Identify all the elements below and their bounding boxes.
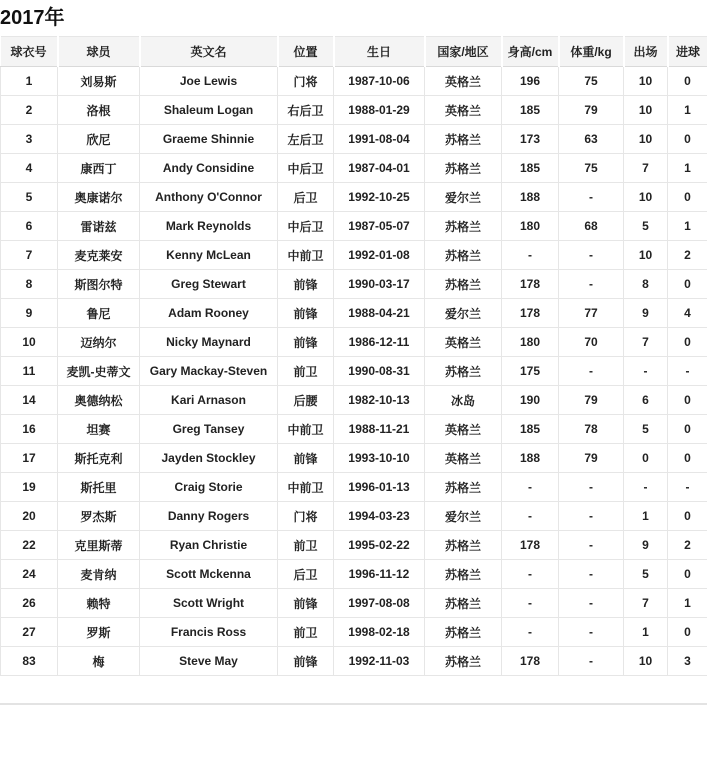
table-cell: 0 xyxy=(668,502,707,531)
table-cell: 前卫 xyxy=(278,357,334,386)
table-cell: 188 xyxy=(502,183,559,212)
table-cell: 2 xyxy=(1,96,58,125)
table-cell: 右后卫 xyxy=(278,96,334,125)
table-cell: 5 xyxy=(624,560,668,589)
table-cell: 180 xyxy=(502,328,559,357)
table-cell: 苏格兰 xyxy=(425,531,502,560)
table-cell: 英格兰 xyxy=(425,67,502,96)
table-cell: 19 xyxy=(1,473,58,502)
table-cell: 8 xyxy=(624,270,668,299)
table-cell: 0 xyxy=(668,67,707,96)
table-row xyxy=(1,589,707,618)
table-cell: Shaleum Logan xyxy=(140,96,278,125)
table-cell: 1992-01-08 xyxy=(334,241,425,270)
table-cell: 175 xyxy=(502,357,559,386)
players-table xyxy=(0,36,707,676)
table-row xyxy=(1,241,707,270)
table-row xyxy=(1,67,707,96)
table-cell: 6 xyxy=(1,212,58,241)
table-cell: 1991-08-04 xyxy=(334,125,425,154)
table-cell: 1988-04-21 xyxy=(334,299,425,328)
table-cell: 10 xyxy=(1,328,58,357)
table-cell: 173 xyxy=(502,125,559,154)
table-cell: 178 xyxy=(502,270,559,299)
table-cell: 9 xyxy=(624,531,668,560)
table-cell: 196 xyxy=(502,67,559,96)
table-cell: 1 xyxy=(1,67,58,96)
table-cell: 185 xyxy=(502,154,559,183)
column-header-player: 球员 xyxy=(58,37,140,67)
table-cell: 1 xyxy=(668,212,707,241)
table-cell: 1992-10-25 xyxy=(334,183,425,212)
table-cell: 0 xyxy=(668,415,707,444)
table-cell: 麦凯-史蒂文 xyxy=(58,357,140,386)
table-cell: 英格兰 xyxy=(425,96,502,125)
table-cell: 罗杰斯 xyxy=(58,502,140,531)
table-cell: - xyxy=(502,241,559,270)
table-cell: 欣尼 xyxy=(58,125,140,154)
table-cell: Mark Reynolds xyxy=(140,212,278,241)
table-row xyxy=(1,183,707,212)
table-cell: 坦赛 xyxy=(58,415,140,444)
table-row xyxy=(1,415,707,444)
table-cell: 洛根 xyxy=(58,96,140,125)
table-cell: 左后卫 xyxy=(278,125,334,154)
table-cell: 冰岛 xyxy=(425,386,502,415)
table-cell: 10 xyxy=(624,183,668,212)
table-cell: 刘易斯 xyxy=(58,67,140,96)
table-cell: 3 xyxy=(1,125,58,154)
table-cell: 1 xyxy=(668,589,707,618)
table-cell: 26 xyxy=(1,589,58,618)
table-cell: 1996-11-12 xyxy=(334,560,425,589)
table-row xyxy=(1,154,707,183)
table-row xyxy=(1,647,707,676)
table-cell: 罗斯 xyxy=(58,618,140,647)
table-cell: 1 xyxy=(668,154,707,183)
table-cell: 中前卫 xyxy=(278,473,334,502)
table-cell: 迈纳尔 xyxy=(58,328,140,357)
table-cell: 苏格兰 xyxy=(425,357,502,386)
table-cell: 苏格兰 xyxy=(425,125,502,154)
table-cell: 70 xyxy=(559,328,624,357)
table-cell: 68 xyxy=(559,212,624,241)
table-cell: - xyxy=(502,618,559,647)
table-cell: - xyxy=(559,531,624,560)
table-cell: 1993-10-10 xyxy=(334,444,425,473)
table-cell: Jayden Stockley xyxy=(140,444,278,473)
table-cell: 1998-02-18 xyxy=(334,618,425,647)
table-cell: 1994-03-23 xyxy=(334,502,425,531)
table-cell: 斯托克利 xyxy=(58,444,140,473)
table-cell: 1 xyxy=(668,96,707,125)
table-cell: 185 xyxy=(502,415,559,444)
table-cell: Francis Ross xyxy=(140,618,278,647)
table-cell: 苏格兰 xyxy=(425,589,502,618)
page-title: 2017年 xyxy=(0,7,707,30)
table-cell: 1982-10-13 xyxy=(334,386,425,415)
table-row xyxy=(1,212,707,241)
table-cell: 前卫 xyxy=(278,618,334,647)
table-cell: 75 xyxy=(559,67,624,96)
table-cell: - xyxy=(559,183,624,212)
table-cell: 3 xyxy=(668,647,707,676)
column-header-position: 位置 xyxy=(278,37,334,67)
table-cell: 英格兰 xyxy=(425,415,502,444)
table-cell: 178 xyxy=(502,647,559,676)
table-cell: - xyxy=(502,589,559,618)
table-cell: 赖特 xyxy=(58,589,140,618)
table-cell: - xyxy=(559,647,624,676)
table-cell: 麦肯纳 xyxy=(58,560,140,589)
table-cell: Craig Storie xyxy=(140,473,278,502)
column-header-jersey-number: 球衣号 xyxy=(1,37,58,67)
table-cell: 0 xyxy=(668,125,707,154)
table-cell: Scott Wright xyxy=(140,589,278,618)
table-cell: - xyxy=(559,618,624,647)
table-row xyxy=(1,328,707,357)
table-cell: 麦克莱安 xyxy=(58,241,140,270)
table-cell: 苏格兰 xyxy=(425,270,502,299)
table-cell: - xyxy=(559,241,624,270)
table-row xyxy=(1,299,707,328)
table-cell: 0 xyxy=(668,270,707,299)
table-cell: 梅 xyxy=(58,647,140,676)
column-header-weight: 体重/kg xyxy=(559,37,624,67)
table-cell: - xyxy=(559,560,624,589)
table-row xyxy=(1,270,707,299)
table-cell: 前锋 xyxy=(278,647,334,676)
table-cell: Joe Lewis xyxy=(140,67,278,96)
table-cell: 4 xyxy=(668,299,707,328)
table-cell: Nicky Maynard xyxy=(140,328,278,357)
table-cell: 后卫 xyxy=(278,560,334,589)
table-body xyxy=(1,67,707,676)
table-cell: 77 xyxy=(559,299,624,328)
table-cell: - xyxy=(559,270,624,299)
table-cell: 5 xyxy=(1,183,58,212)
section-divider xyxy=(0,703,707,705)
table-row xyxy=(1,560,707,589)
table-cell: 爱尔兰 xyxy=(425,502,502,531)
table-cell: 前锋 xyxy=(278,270,334,299)
table-cell: 10 xyxy=(624,125,668,154)
table-cell: 1990-08-31 xyxy=(334,357,425,386)
table-cell: 8 xyxy=(1,270,58,299)
table-cell: 前卫 xyxy=(278,531,334,560)
table-cell: Gary Mackay-Steven xyxy=(140,357,278,386)
table-cell: 2 xyxy=(668,241,707,270)
column-header-height: 身高/cm xyxy=(502,37,559,67)
table-cell: 1997-08-08 xyxy=(334,589,425,618)
table-cell: 前锋 xyxy=(278,299,334,328)
table-row xyxy=(1,618,707,647)
table-cell: 爱尔兰 xyxy=(425,299,502,328)
table-cell: 1986-12-11 xyxy=(334,328,425,357)
table-cell: 27 xyxy=(1,618,58,647)
table-cell: 苏格兰 xyxy=(425,647,502,676)
table-cell: 1990-03-17 xyxy=(334,270,425,299)
table-cell: - xyxy=(624,473,668,502)
table-cell: 中后卫 xyxy=(278,154,334,183)
table-cell: - xyxy=(559,473,624,502)
table-cell: 中后卫 xyxy=(278,212,334,241)
table-cell: Anthony O'Connor xyxy=(140,183,278,212)
table-cell: Greg Tansey xyxy=(140,415,278,444)
table-cell: 苏格兰 xyxy=(425,560,502,589)
table-cell: 79 xyxy=(559,386,624,415)
table-cell: 1988-11-21 xyxy=(334,415,425,444)
table-cell: 苏格兰 xyxy=(425,154,502,183)
table-header xyxy=(1,37,707,67)
table-cell: 斯托里 xyxy=(58,473,140,502)
table-row xyxy=(1,125,707,154)
column-header-birthday: 生日 xyxy=(334,37,425,67)
table-cell: 75 xyxy=(559,154,624,183)
table-cell: 190 xyxy=(502,386,559,415)
table-cell: - xyxy=(559,502,624,531)
table-cell: 20 xyxy=(1,502,58,531)
table-cell: 79 xyxy=(559,96,624,125)
table-cell: 康西丁 xyxy=(58,154,140,183)
table-cell: 中前卫 xyxy=(278,415,334,444)
table-cell: 0 xyxy=(668,386,707,415)
table-cell: 2 xyxy=(668,531,707,560)
table-cell: 0 xyxy=(624,444,668,473)
table-cell: 中前卫 xyxy=(278,241,334,270)
table-cell: 10 xyxy=(624,96,668,125)
table-cell: 180 xyxy=(502,212,559,241)
table-cell: 83 xyxy=(1,647,58,676)
table-row xyxy=(1,96,707,125)
table-cell: - xyxy=(668,473,707,502)
table-cell: 门将 xyxy=(278,502,334,531)
table-cell: 63 xyxy=(559,125,624,154)
table-cell: 1988-01-29 xyxy=(334,96,425,125)
table-cell: 7 xyxy=(1,241,58,270)
table-cell: 5 xyxy=(624,212,668,241)
table-cell: Scott Mckenna xyxy=(140,560,278,589)
table-cell: 10 xyxy=(624,647,668,676)
table-header-row xyxy=(1,37,707,67)
table-row xyxy=(1,531,707,560)
table-cell: Kari Arnason xyxy=(140,386,278,415)
table-cell: 英格兰 xyxy=(425,444,502,473)
table-cell: 16 xyxy=(1,415,58,444)
table-cell: 7 xyxy=(624,589,668,618)
table-cell: 1987-05-07 xyxy=(334,212,425,241)
table-cell: 前锋 xyxy=(278,328,334,357)
table-cell: 14 xyxy=(1,386,58,415)
table-cell: 克里斯蒂 xyxy=(58,531,140,560)
column-header-country: 国家/地区 xyxy=(425,37,502,67)
table-cell: 爱尔兰 xyxy=(425,183,502,212)
table-cell: 1987-04-01 xyxy=(334,154,425,183)
table-cell: - xyxy=(502,502,559,531)
table-cell: Adam Rooney xyxy=(140,299,278,328)
table-cell: 24 xyxy=(1,560,58,589)
table-cell: 178 xyxy=(502,299,559,328)
table-cell: - xyxy=(668,357,707,386)
table-row xyxy=(1,386,707,415)
table-cell: 0 xyxy=(668,618,707,647)
table-cell: 1996-01-13 xyxy=(334,473,425,502)
table-cell: 6 xyxy=(624,386,668,415)
table-cell: 门将 xyxy=(278,67,334,96)
table-cell: 英格兰 xyxy=(425,328,502,357)
table-cell: 11 xyxy=(1,357,58,386)
table-row xyxy=(1,502,707,531)
table-row xyxy=(1,444,707,473)
table-cell: 4 xyxy=(1,154,58,183)
table-cell: 10 xyxy=(624,67,668,96)
table-cell: 苏格兰 xyxy=(425,212,502,241)
table-cell: 1995-02-22 xyxy=(334,531,425,560)
table-cell: 1987-10-06 xyxy=(334,67,425,96)
table-cell: 鲁尼 xyxy=(58,299,140,328)
table-cell: 9 xyxy=(624,299,668,328)
table-cell: 苏格兰 xyxy=(425,473,502,502)
table-cell: 22 xyxy=(1,531,58,560)
table-cell: 17 xyxy=(1,444,58,473)
table-cell: 雷诺兹 xyxy=(58,212,140,241)
table-cell: 0 xyxy=(668,444,707,473)
table-cell: Danny Rogers xyxy=(140,502,278,531)
column-header-english-name: 英文名 xyxy=(140,37,278,67)
table-cell: 奥康诺尔 xyxy=(58,183,140,212)
table-cell: 78 xyxy=(559,415,624,444)
table-cell: 1 xyxy=(624,618,668,647)
table-cell: 0 xyxy=(668,560,707,589)
table-cell: 185 xyxy=(502,96,559,125)
table-cell: 9 xyxy=(1,299,58,328)
table-cell: - xyxy=(624,357,668,386)
table-cell: Steve May xyxy=(140,647,278,676)
table-cell: 1 xyxy=(624,502,668,531)
table-cell: Kenny McLean xyxy=(140,241,278,270)
table-cell: 0 xyxy=(668,328,707,357)
table-cell: 苏格兰 xyxy=(425,618,502,647)
table-cell: 178 xyxy=(502,531,559,560)
table-cell: 后卫 xyxy=(278,183,334,212)
table-cell: - xyxy=(559,357,624,386)
table-cell: 奥德纳松 xyxy=(58,386,140,415)
table-cell: 7 xyxy=(624,328,668,357)
table-cell: 苏格兰 xyxy=(425,241,502,270)
table-cell: 7 xyxy=(624,154,668,183)
table-cell: 前锋 xyxy=(278,444,334,473)
table-cell: 5 xyxy=(624,415,668,444)
table-cell: 前锋 xyxy=(278,589,334,618)
table-cell: 188 xyxy=(502,444,559,473)
table-cell: - xyxy=(559,589,624,618)
table-cell: 0 xyxy=(668,183,707,212)
table-cell: - xyxy=(502,473,559,502)
table-cell: Andy Considine xyxy=(140,154,278,183)
table-cell: 后腰 xyxy=(278,386,334,415)
table-cell: Graeme Shinnie xyxy=(140,125,278,154)
table-cell: 斯图尔特 xyxy=(58,270,140,299)
table-cell: - xyxy=(502,560,559,589)
table-cell: 79 xyxy=(559,444,624,473)
table-cell: Greg Stewart xyxy=(140,270,278,299)
table-cell: Ryan Christie xyxy=(140,531,278,560)
column-header-goals: 进球 xyxy=(668,37,707,67)
table-row xyxy=(1,357,707,386)
table-cell: 10 xyxy=(624,241,668,270)
column-header-appearances: 出场 xyxy=(624,37,668,67)
table-row xyxy=(1,473,707,502)
table-cell: 1992-11-03 xyxy=(334,647,425,676)
